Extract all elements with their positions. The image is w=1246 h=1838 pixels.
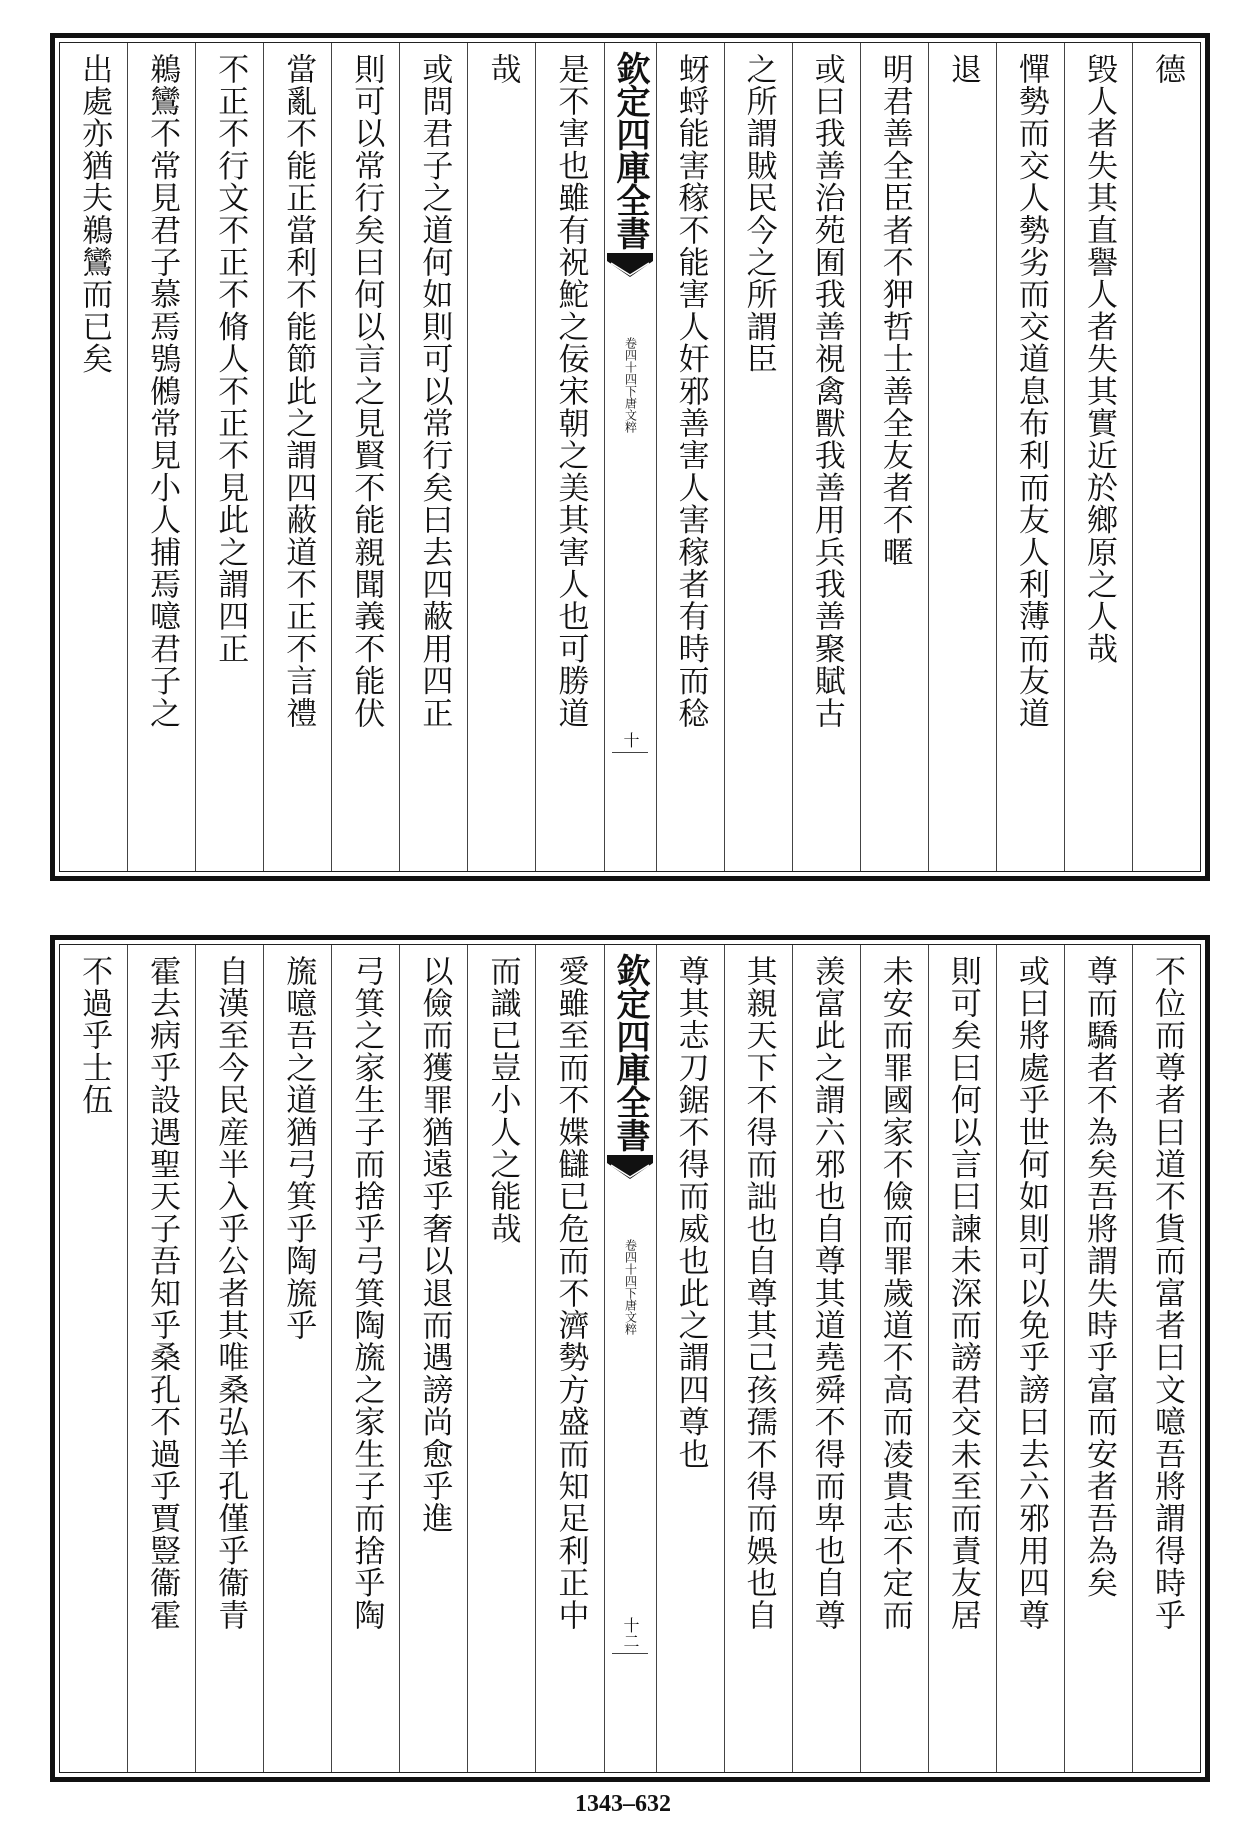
center-strip: [604, 945, 656, 1772]
text-column: 尊其志刀鋸不得而威也此之謂四尊也: [656, 945, 724, 1772]
text-column: 不過乎士伍: [76, 955, 113, 1116]
text-column: 則可矣曰何以言曰諫未深而謗君交未至而責友居: [928, 945, 996, 1772]
text-column: 弓箕之家生子而捨乎弓箕陶旒之家生子而捨乎陶: [331, 945, 399, 1772]
text-column: 之所謂賊民今之所謂臣: [724, 43, 792, 871]
bottom-page: [50, 935, 1210, 1782]
center-book-info: [623, 337, 638, 433]
top-page-frame: [59, 42, 1201, 872]
leaf-number: 十二: [612, 1617, 648, 1654]
text-column: 其親天下不得而詘也自尊其己孩孺不得而娛也自: [724, 945, 792, 1772]
text-column: 尊而驕者不為矣吾將謂失時乎富而安者吾為矣: [1064, 945, 1132, 1772]
text-column: 毁人者失其直譽人者失其實近於鄉原之人哉: [1064, 43, 1132, 871]
text-column: 不位而尊者曰道不貨而富者曰文噫吾將謂得時乎: [1132, 945, 1200, 1772]
page-number-footer: 1343–632: [575, 1791, 671, 1817]
fishtail-ornament-icon: [607, 1155, 653, 1179]
leaf-number: 十: [612, 732, 648, 753]
text-column: 或曰將處乎世何如則可以免乎謗曰去六邪用四尊: [996, 945, 1064, 1772]
text-column: 霍去病乎設遇聖天子吾知乎桑孔不過乎賈豎衞霍: [127, 945, 195, 1772]
text-column: 憚勢而交人勢劣而交道息布利而友人利薄而友道: [996, 43, 1064, 871]
text-column: 以儉而獲罪猶遠乎奢以退而遇謗尚愈乎進: [399, 945, 467, 1772]
text-column: 則可以常行矣曰何以言之見賢不能親聞義不能伏: [331, 43, 399, 871]
text-column: 未安而罪國家不儉而罪歲道不高而凌貴志不定而: [860, 945, 928, 1772]
center-volume: 卷四十四下: [623, 1239, 638, 1299]
text-column: 或問君子之道何如則可以常行矣曰去四蔽用四正: [399, 43, 467, 871]
text-column: 德: [1132, 43, 1200, 871]
text-column: 出處亦猶夫鵜鸞而已矣: [76, 53, 113, 375]
text-column: 自漢至今民産半入乎公者其唯桑弘羊孔僅乎衞青: [195, 945, 263, 1772]
text-column: 羡富此之謂六邪也自尊其道堯舜不得而卑也自尊: [792, 945, 860, 1772]
text-column: 愛雖至而不媟讎已危而不濟勢方盛而知足利正中: [535, 945, 603, 1772]
center-book-info: [623, 1239, 638, 1335]
fishtail-ornament-icon: [607, 253, 653, 277]
center-volume: 卷四十四下: [623, 337, 638, 397]
center-title: 欽定四庫全書: [610, 51, 650, 249]
center-book-title: 唐文粹: [623, 1299, 638, 1335]
center-title: 欽定四庫全書: [610, 953, 650, 1151]
text-column: 當亂不能正當利不能節此之謂四蔽道不正不言禮: [263, 43, 331, 871]
text-column: 哉: [467, 43, 535, 871]
top-page: [50, 33, 1210, 881]
text-column: 退: [928, 43, 996, 871]
text-column: 蚜蛶能害稼不能害人奸邪善害人害稼者有時而稔: [656, 43, 724, 871]
center-strip: [604, 43, 656, 871]
text-column: 明君善全臣者不狎哲士善全友者不暱: [860, 43, 928, 871]
text-column: 而識已豈小人之能哉: [467, 945, 535, 1772]
text-column: 或曰我善治苑囿我善視禽獸我善用兵我善聚賦古: [792, 43, 860, 871]
text-column: 鵜鸞不常見君子慕焉鴞鵂常見小人捕焉噫君子之: [127, 43, 195, 871]
text-column: 旒噫吾之道猶弓箕乎陶旒乎: [263, 945, 331, 1772]
bottom-page-frame: [59, 944, 1201, 1773]
center-book-title: 唐文粹: [623, 397, 638, 433]
text-column: 是不害也雖有祝鮀之佞宋朝之美其害人也可勝道: [535, 43, 603, 871]
text-column: 不正不行文不正不脩人不正不見此之謂四正: [195, 43, 263, 871]
